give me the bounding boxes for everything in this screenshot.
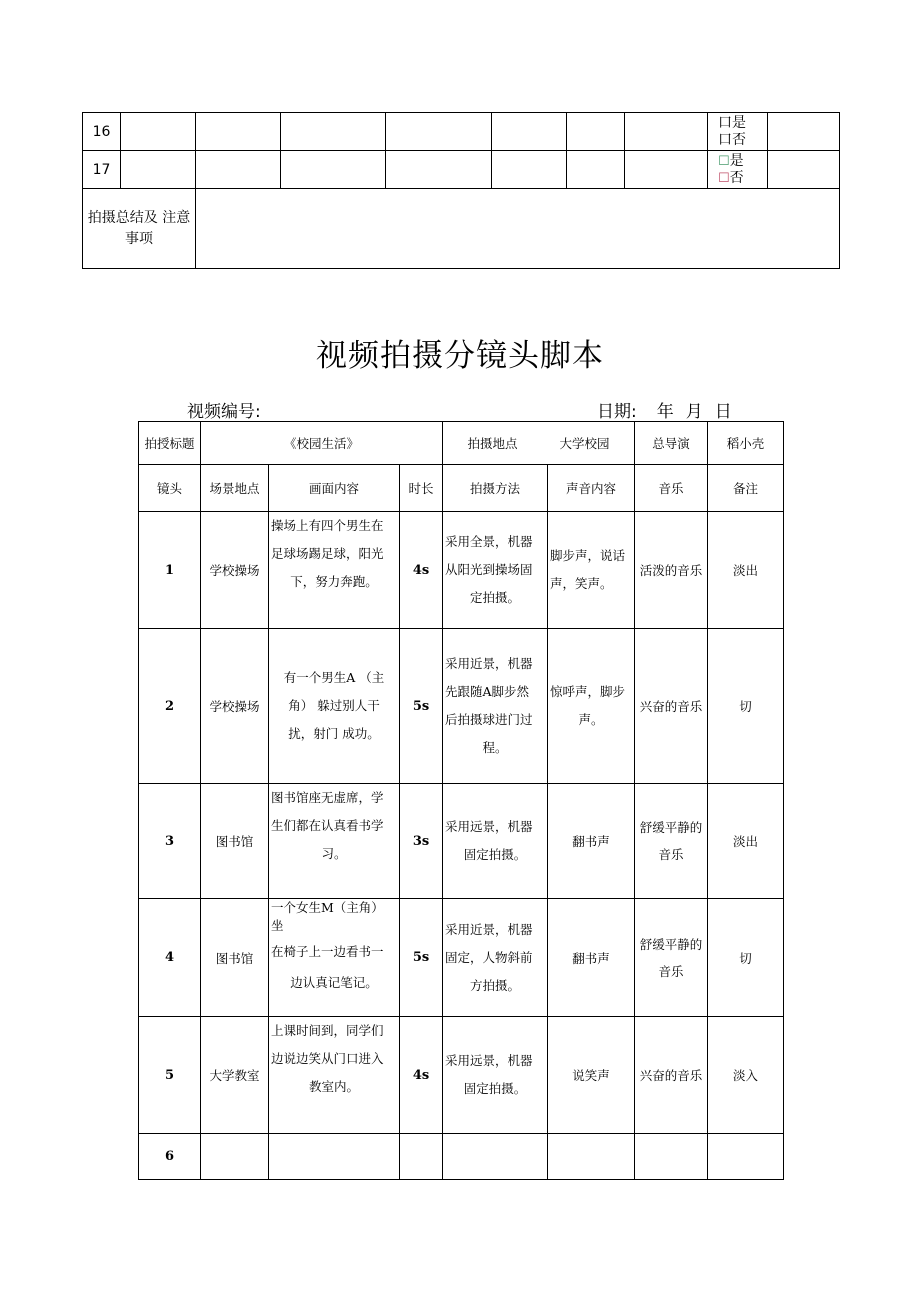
table-row: [139, 899, 784, 1017]
shot-number: 6: [139, 1134, 201, 1180]
sound-cell: 翻书声: [548, 784, 635, 899]
method-line: 固定拍摄。: [463, 1081, 527, 1096]
table-row: [139, 629, 784, 784]
no-option: 口否: [718, 131, 746, 148]
empty-cell: [386, 151, 492, 189]
sound-line: 脚步声，说话: [550, 548, 626, 563]
content-line: 在椅子上一边看书一: [271, 944, 384, 959]
content-line: 坐: [271, 918, 284, 933]
empty-cell: [708, 1134, 784, 1180]
empty-cell: [443, 1134, 548, 1180]
method-line: 从阳光到操场固: [445, 562, 533, 577]
empty-cell: [548, 1134, 635, 1180]
checkbox-icon[interactable]: ☐: [718, 170, 730, 186]
shot-number: 4: [139, 899, 201, 1017]
empty-cell: [281, 151, 386, 189]
music-cell: 兴奋的音乐: [635, 1017, 708, 1134]
method-cell: [443, 784, 548, 899]
table-row: [139, 784, 784, 899]
sound-cell: [548, 629, 635, 784]
location-cell: [443, 422, 635, 465]
content-line: 上课时间到，同学们: [271, 1023, 384, 1038]
duration-cell: 3s: [400, 784, 443, 899]
empty-cell: [635, 1134, 708, 1180]
empty-cell: [196, 151, 281, 189]
year-label: 年: [656, 402, 674, 422]
content-line: 边说边笑从门口进入: [271, 1051, 384, 1066]
row-number: 17: [83, 151, 121, 189]
content-line: 习。: [321, 846, 347, 861]
music-cell: 活泼的音乐: [635, 512, 708, 629]
summary-label: 拍摄总结及 注意事项: [83, 189, 196, 269]
empty-cell: [768, 113, 840, 151]
location-value: 大学校园: [559, 436, 610, 451]
method-cell: [443, 512, 548, 629]
sound-cell: 翻书声: [548, 899, 635, 1017]
empty-cell: [196, 113, 281, 151]
empty-cell: [386, 113, 492, 151]
method-cell: [443, 629, 548, 784]
music-line: 舒缓平静的: [639, 936, 703, 952]
duration-cell: 4s: [400, 1017, 443, 1134]
music-cell: [635, 899, 708, 1017]
duration-cell: 5s: [400, 899, 443, 1017]
date-label: 日期:: [597, 402, 637, 422]
row-number: 16: [83, 113, 121, 151]
sound-line: 声，笑声。: [550, 576, 613, 591]
sound-cell: 说笑声: [548, 1017, 635, 1134]
content-line: 有一个男生A （主: [283, 670, 385, 685]
empty-cell: [492, 151, 567, 189]
empty-cell: [492, 113, 567, 151]
empty-cell: [625, 151, 708, 189]
method-line: 定拍摄。: [470, 590, 521, 605]
method-line: 固定拍摄。: [463, 847, 527, 862]
content-line: 生们都在认真看书学: [271, 818, 384, 833]
director-value: 稻小壳: [708, 422, 784, 465]
yes-option: 是: [729, 152, 744, 169]
content-line: 一个女生M（主角）: [271, 900, 384, 915]
content-line: 图书馆座无虚席，学: [271, 790, 384, 805]
method-line: 固定，人物斜前: [445, 949, 533, 965]
method-line: 后拍摄球进门过: [445, 712, 533, 727]
content-line: 操场上有四个男生在: [271, 518, 384, 533]
video-number-label: 视频编号:: [187, 402, 261, 422]
empty-cell: [567, 151, 625, 189]
yes-no-cell: [708, 151, 768, 189]
note-cell: 切: [708, 899, 784, 1017]
content-cell: [269, 512, 400, 629]
sound-line: 惊呼声，脚步: [550, 684, 626, 699]
shot-number: 3: [139, 784, 201, 899]
content-cell: [269, 1017, 400, 1134]
empty-cell: [625, 113, 708, 151]
top-table: [82, 112, 840, 269]
empty-cell: [201, 1134, 269, 1180]
music-line: 舒缓平静的: [639, 820, 703, 835]
note-cell: 切: [708, 629, 784, 784]
title-value: 《校园生活》: [201, 422, 443, 465]
page-title: 视频拍摄分镜头脚本: [316, 338, 604, 374]
no-option: 否: [729, 169, 744, 186]
sound-cell: [548, 512, 635, 629]
column-header: 画面内容: [269, 465, 400, 512]
content-line: 扰，射门 成功。: [288, 726, 380, 741]
table-row: [83, 151, 840, 189]
method-line: 方拍摄。: [470, 977, 521, 993]
column-header: 时长: [400, 465, 443, 512]
location-label: 拍摄地点: [467, 436, 518, 451]
content-cell: [269, 629, 400, 784]
content-cell: [269, 784, 400, 899]
sound-line: 声。: [578, 712, 604, 727]
method-line: 采用近景，机器: [445, 656, 533, 671]
column-header: 镜头: [139, 465, 201, 512]
date-field: [597, 397, 732, 422]
content-line: 下，努力奔跑。: [290, 574, 378, 589]
empty-cell: [281, 113, 386, 151]
scene-cell: 学校操场: [201, 512, 269, 629]
music-line: 音乐: [658, 963, 684, 979]
storyboard-table: [138, 421, 784, 1180]
method-cell: [443, 899, 548, 1017]
scene-cell: 图书馆: [201, 899, 269, 1017]
director-label: 总导演: [635, 422, 708, 465]
table-row: [139, 1134, 784, 1180]
method-line: 先跟随A脚步然: [445, 684, 530, 699]
column-header: 音乐: [635, 465, 708, 512]
duration-cell: 5s: [400, 629, 443, 784]
summary-content[interactable]: [196, 189, 840, 269]
scene-cell: 学校操场: [201, 629, 269, 784]
empty-cell: [121, 113, 196, 151]
empty-cell: [400, 1134, 443, 1180]
music-cell: 兴奋的音乐: [635, 629, 708, 784]
checkbox-icon[interactable]: ☐: [718, 153, 730, 169]
table-row: [83, 113, 840, 151]
music-line: 音乐: [658, 847, 684, 862]
content-line: 边认真记笔记。: [290, 975, 378, 990]
music-cell: [635, 784, 708, 899]
empty-cell: [121, 151, 196, 189]
scene-cell: 图书馆: [201, 784, 269, 899]
column-header-row: [139, 465, 784, 512]
table-row: [139, 512, 784, 629]
shot-number: 1: [139, 512, 201, 629]
month-label: 月: [685, 402, 703, 422]
yes-option: 口是: [718, 114, 746, 131]
note-cell: 淡出: [708, 512, 784, 629]
content-line: 足球场踢足球，阳光: [271, 546, 384, 561]
content-line: 教室内。: [308, 1079, 359, 1094]
method-line: 采用远景，机器: [445, 1053, 533, 1068]
duration-cell: 4s: [400, 512, 443, 629]
method-line: 采用近景，机器: [445, 921, 533, 937]
yes-no-cell: [708, 113, 768, 151]
method-line: 采用远景，机器: [445, 819, 533, 834]
method-line: 采用全景，机器: [445, 534, 533, 549]
shot-number: 5: [139, 1017, 201, 1134]
shot-number: 2: [139, 629, 201, 784]
scene-cell: 大学教室: [201, 1017, 269, 1134]
empty-cell: [567, 113, 625, 151]
note-cell: 淡入: [708, 1017, 784, 1134]
title-label: 拍授标题: [139, 422, 201, 465]
info-row: [139, 422, 784, 465]
table-row: [139, 1017, 784, 1134]
note-cell: 淡出: [708, 784, 784, 899]
column-header: 声音内容: [548, 465, 635, 512]
empty-cell: [269, 1134, 400, 1180]
empty-cell: [768, 151, 840, 189]
content-line: 角） 躲过别人干: [288, 698, 380, 713]
column-header: 场景地点: [201, 465, 269, 512]
column-header: 备注: [708, 465, 784, 512]
method-cell: [443, 1017, 548, 1134]
day-label: 日: [714, 402, 732, 422]
method-line: 程。: [482, 740, 508, 755]
column-header: 拍摄方法: [443, 465, 548, 512]
content-cell: [269, 899, 400, 1017]
summary-row: [83, 189, 840, 269]
